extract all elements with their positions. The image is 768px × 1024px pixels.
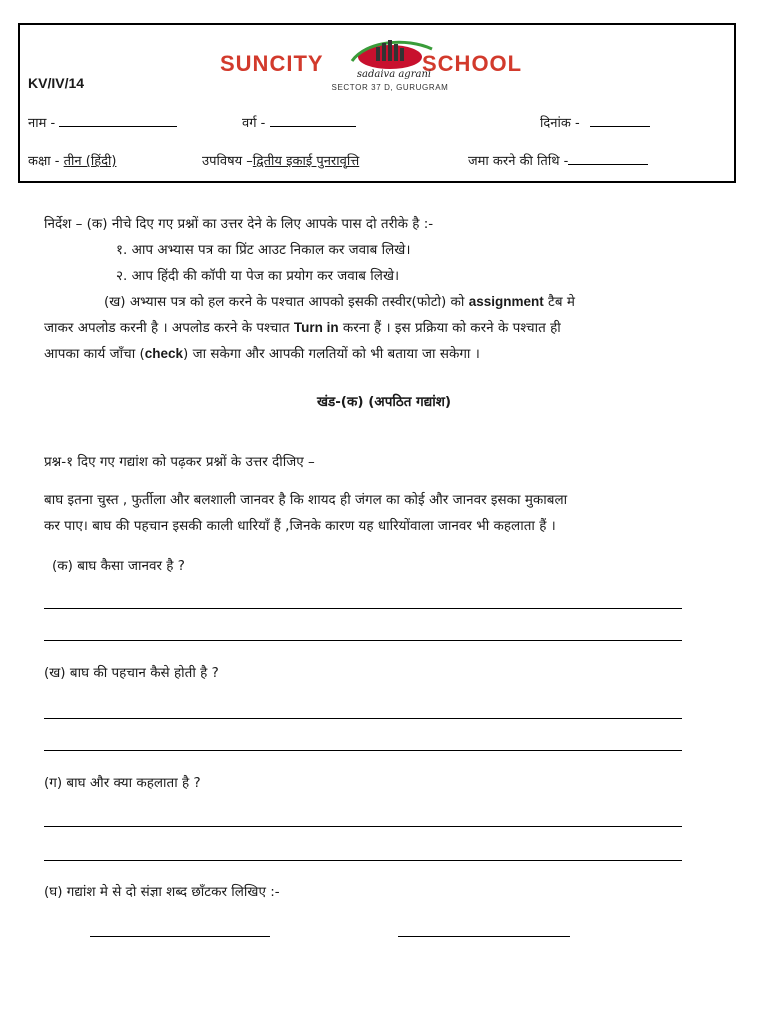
turn-in-keyword: Turn in <box>293 320 339 335</box>
answer-line-ka-1[interactable] <box>44 608 682 609</box>
instruction-line-3 <box>44 344 480 362</box>
subtopic-value: द्वितीय इकाई पुनरावृत्ति <box>252 154 360 169</box>
school-name-left: SUNCITY <box>220 51 324 76</box>
instruction-line-3-text-end: ) जा सकेगा और आपकी गलतियों को भी बताया जा सकेगा । <box>183 346 480 362</box>
subtopic-field <box>202 151 359 169</box>
submission-date-label: जमा करने की तिथि - <box>468 154 569 169</box>
document-code: KV/IV/14 <box>28 75 85 91</box>
submission-date-field <box>468 151 648 169</box>
subtopic-label: उपविषय – <box>202 154 253 169</box>
sub-question-kha: (ख) बाघ की पहचान कैसे होती है ? <box>44 665 219 681</box>
class-group-label: वर्ग - <box>242 116 266 131</box>
worksheet-header <box>18 23 736 183</box>
answer-line-ka-2[interactable] <box>44 640 682 641</box>
school-motto: sadaiva agrani <box>356 69 432 80</box>
name-field <box>28 113 177 131</box>
sub-question-gha: (घ) गद्यांश मे से दो संज्ञा शब्द छाँटकर लिखिए :- <box>44 884 280 900</box>
instruction-line-3-text: आपका कार्य जाँचा ( <box>44 346 145 362</box>
instruction-line-2-text: जाकर अपलोड करनी है । अपलोड करने के पश्चात <box>44 320 290 336</box>
date-field <box>540 113 650 131</box>
check-keyword: check <box>144 346 184 361</box>
question-prompt: प्रश्न-१ दिए गए गद्यांश को पढ़कर प्रश्नों के उत्तर दीजिए – <box>44 454 315 470</box>
school-logo <box>220 33 560 93</box>
class-group-blank <box>270 114 356 127</box>
answer-line-gha-2[interactable] <box>398 936 570 937</box>
instruction-kh <box>104 292 575 310</box>
answer-line-kha-1[interactable] <box>44 718 682 719</box>
passage-line-2: कर पाए। बाघ की पहचान इसकी काली धारियाँ हैं ,जिनके कारण यह धारियोंवाला जानवर भी कहलाता हैं । <box>44 518 556 534</box>
sub-question-ka: (क) बाघ कैसा जानवर है ? <box>52 558 185 574</box>
answer-line-ga-2[interactable] <box>44 860 682 861</box>
date-blank <box>590 114 650 127</box>
assignment-keyword: assignment <box>468 294 544 309</box>
instruction-kh-text-end: टैब मे <box>548 294 575 310</box>
school-name-right: SCHOOL <box>422 51 523 76</box>
instruction-point-2: २. आप हिंदी की कॉपी या पेज का प्रयोग कर जवाब लिखे। <box>116 268 400 284</box>
grade-label: कक्षा - <box>28 154 60 169</box>
section-title: खंड-(क) (अपठित गद्यांश) <box>316 394 452 410</box>
school-address: SECTOR 37 D, GURUGRAM <box>331 83 449 92</box>
instruction-point-1: १. आप अभ्यास पत्र का प्रिंट आउट निकाल कर जवाब लिखे। <box>116 242 411 258</box>
date-label: दिनांक - <box>540 116 580 131</box>
submission-date-blank <box>568 152 648 165</box>
name-blank <box>59 114 177 127</box>
answer-line-ga-1[interactable] <box>44 826 682 827</box>
answer-line-kha-2[interactable] <box>44 750 682 751</box>
grade-field <box>28 151 116 169</box>
instruction-line-2 <box>44 318 561 336</box>
class-group-field <box>242 113 356 131</box>
instructions-intro: निर्देश – (क) नीचे दिए गए प्रश्नों का उत्तर देने के लिए आपके पास दो तरीके है :- <box>44 216 434 232</box>
instruction-kh-text: (ख) अभ्यास पत्र को हल करने के पश्चात आपको इसकी तस्वीर(फोटो) को <box>104 294 465 310</box>
passage-line-1: बाघ इतना चुस्त , फुर्तीला और बलशाली जानवर है कि शायद ही जंगल का कोई और जानवर इसका मुकाबला <box>44 492 568 508</box>
name-label: नाम - <box>28 116 56 131</box>
answer-line-gha-1[interactable] <box>90 936 270 937</box>
sub-question-ga: (ग) बाघ और क्या कहलाता है ? <box>44 775 201 791</box>
instruction-line-2-text-end: करना हैं । इस प्रक्रिया को करने के पश्चात ही <box>342 320 561 336</box>
grade-value: तीन (हिंदी) <box>63 154 117 169</box>
